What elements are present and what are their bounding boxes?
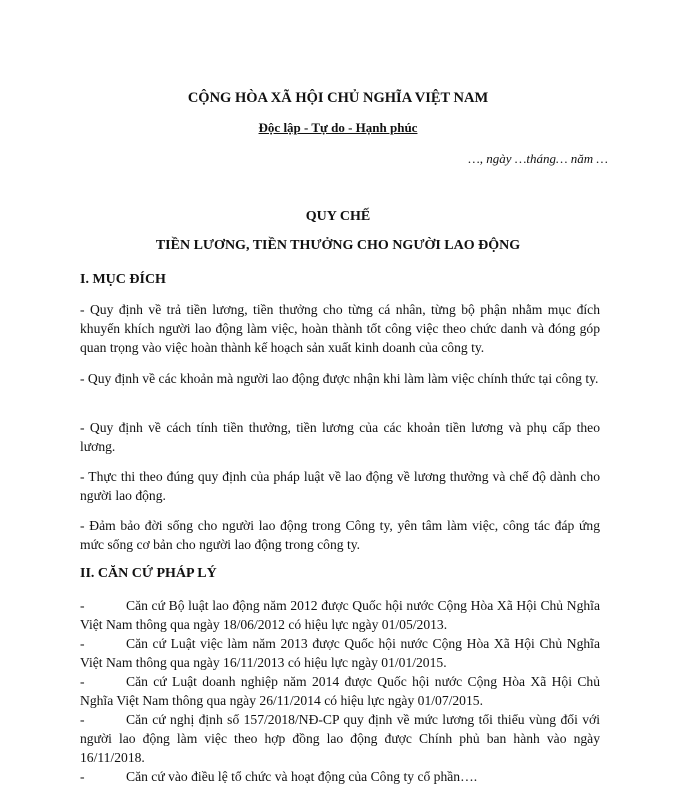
bullet-dash: - (80, 712, 85, 727)
legal-basis-list (80, 596, 600, 786)
list-item-text: Căn cứ nghị định số 157/2018/NĐ-CP quy định về mức lương tối thiểu vùng đối với người lao động làm việc theo hợp đồng lao động được Chính phủ ban hành vào ngày 16/11/2018. (80, 712, 600, 765)
list-item (80, 672, 600, 710)
document-subtitle: TIỀN LƯƠNG, TIỀN THƯỞNG CHO NGƯỜI LAO ĐỘNG (155, 238, 521, 253)
list-item (80, 767, 600, 786)
list-item-text: Căn cứ Luật việc làm năm 2013 được Quốc hội nước Cộng Hòa Xã Hội Chủ Nghĩa Việt Nam thông qua ngày 16/11/2013 có hiệu lực ngày 01/01/2015. (80, 636, 600, 670)
motto: Độc lập - Tự do - Hạnh phúc (258, 120, 418, 135)
purpose-paragraph: - Quy định về các khoản mà người lao động được nhận khi làm làm việc chính thức tại công ty. (80, 371, 599, 386)
list-item-text: Căn cứ Luật doanh nghiệp năm 2014 được Quốc hội nước Cộng Hòa Xã Hội Chủ Nghĩa Việt Nam thông qua ngày 26/11/2014 có hiệu lực ngày 01/07/2015. (80, 674, 600, 708)
bullet-dash: - (80, 598, 85, 613)
nation-header: CỘNG HÒA XÃ HỘI CHỦ NGHĨA VIỆT NAM (187, 90, 489, 106)
list-item-text: Căn cứ Bộ luật lao động năm 2012 được Quốc hội nước Cộng Hòa Xã Hội Chủ Nghĩa Việt Nam thông qua ngày 18/06/2012 có hiệu lực ngày 01/05/2013. (80, 598, 600, 632)
bullet-dash: - (80, 674, 85, 689)
list-item (80, 710, 600, 767)
bullet-dash: - (80, 636, 85, 651)
purpose-paragraph: - Quy định về cách tính tiền thưởng, tiền lương của các khoản tiền lương và phụ cấp theo lương. (80, 420, 600, 454)
purpose-paragraph: - Thực thi theo đúng quy định của pháp luật về lao động về lương thưởng và chế độ dành cho người lao động. (80, 469, 600, 503)
dateline: …, ngày …tháng… năm … (468, 151, 608, 166)
section-heading-legal-basis: II. CĂN CỨ PHÁP LÝ (80, 566, 217, 581)
section-heading-purpose: I. MỤC ĐÍCH (80, 272, 166, 287)
purpose-paragraph: - Quy định về trả tiền lương, tiền thưởng cho từng cá nhân, từng bộ phận nhằm mục đích khuyến khích người lao động làm việc, hoàn thành tốt công việc theo chức danh và đóng góp quan trọng vào việc hoàn thành kế hoạch sản xuất kinh doanh của công ty. (80, 302, 600, 355)
list-item (80, 596, 600, 634)
list-item-text: Căn cứ vào điều lệ tổ chức và hoạt động của Công ty cổ phần…. (126, 769, 478, 784)
document-title: QUY CHẾ (305, 209, 371, 224)
purpose-paragraph: - Đảm bảo đời sống cho người lao động trong Công ty, yên tâm làm việc, công tác đáp ứng mức sống cơ bản cho người lao động trong công ty. (80, 518, 600, 552)
list-item (80, 634, 600, 672)
bullet-dash: - (80, 769, 85, 784)
